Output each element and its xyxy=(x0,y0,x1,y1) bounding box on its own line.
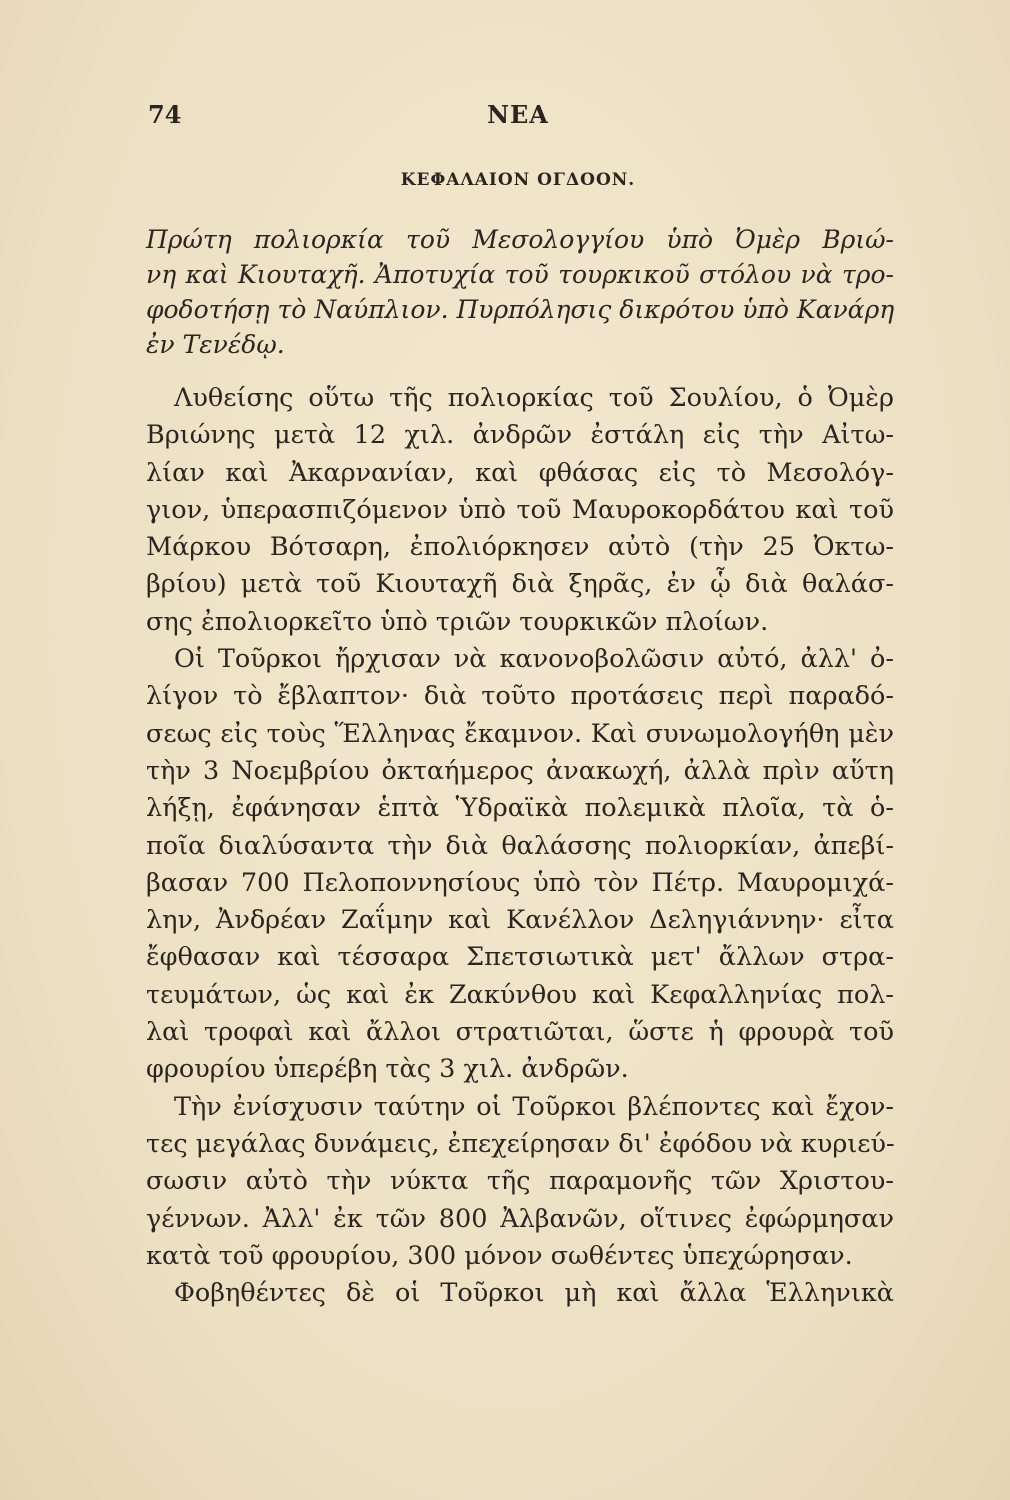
text-line: βρίου) μετὰ τοῦ Κιουταχῆ διὰ ξηρᾶς, ἐν ᾧ διὰ θαλάσ- xyxy=(146,569,894,600)
text-line: τες μεγάλας δυνάμεις, ἐπεχείρησαν δι' ἐφόδου νὰ κυριεύ- xyxy=(146,1128,895,1159)
text-line: Τὴν ἐνίσχυσιν ταύτην οἱ Τοῦρκοι βλέποντες καὶ ἔχον- xyxy=(174,1091,894,1122)
paragraph xyxy=(146,641,894,1089)
text-line: Λυθείσης οὕτω τῆς πολιορκίας τοῦ Σουλίου, ὁ Ὀμὲρ xyxy=(174,383,894,413)
text-line: λίγον τὸ ἔβλαπτον· διὰ τοῦτο προτάσεις περὶ παραδό- xyxy=(146,681,894,712)
summary-line: νη καὶ Κιουταχῆ. Ἀποτυχία τοῦ τουρκικοῦ στόλου νὰ τρο- xyxy=(146,260,894,289)
text-line: ἔφθασαν καὶ τέσσαρα Σπετσιωτικὰ μετ' ἄλλων στρα- xyxy=(146,942,894,973)
chapter-summary xyxy=(146,222,894,362)
text-line: τὴν 3 Νοεμβρίου ὀκταήμερος ἀνακωχή, ἀλλὰ πρὶν αὕτη xyxy=(146,755,894,786)
text-line: Φοβηθέντες δὲ οἱ Τοῦρκοι μὴ καὶ ἄλλα Ἑλληνικὰ xyxy=(174,1278,894,1309)
text-line: σεως εἰς τοὺς Ἕλληνας ἔκαμνον. Καὶ συνωμολογήθη μὲν xyxy=(146,718,894,749)
text-line: λίαν καὶ Ἀκαρνανίαν, καὶ φθάσας εἰς τὸ Μεσολόγ- xyxy=(146,457,894,488)
paragraph xyxy=(146,1089,894,1275)
running-head: ΝΕΑ xyxy=(487,100,549,129)
text-line: γιον, ὑπερασπιζόμενον ὑπὸ τοῦ Μαυροκορδάτου καὶ τοῦ xyxy=(146,494,894,525)
text-line: ποῖα διαλύσαντα τὴν διὰ θαλάσσης πολιορκίαν, ἀπεβί- xyxy=(146,830,894,861)
chapter-title: ΚΕΦΑΛΑΙΟΝ ΟΓΔΟΟΝ. xyxy=(400,170,636,190)
text-line: Βριώνης μετὰ 12 χιλ. ἀνδρῶν ἐστάλη εἰς τὴν Αἰτω- xyxy=(146,420,894,451)
page-header xyxy=(148,100,888,134)
page-number: 74 xyxy=(148,100,182,129)
text-line: λην, Ἀνδρέαν Ζαΐμην καὶ Κανέλλον Δεληγιάννην· εἶτα xyxy=(146,905,894,936)
summary-line: φοδοτήσῃ τὸ Ναύπλιον. Πυρπόλησις δικρότου ὑπὸ Κανάρη xyxy=(146,295,895,324)
summary-line: Πρώτη πολιορκία τοῦ Μεσολογγίου ὑπὸ Ὀμὲρ Βριώ- xyxy=(146,225,894,254)
text-line: λαὶ τροφαὶ καὶ ἄλλοι στρατιῶται, ὥστε ἡ φρουρὰ τοῦ xyxy=(146,1017,894,1048)
body-text xyxy=(146,380,894,1312)
text-line: σωσιν αὐτὸ τὴν νύκτα τῆς παραμονῆς τῶν Χριστου- xyxy=(146,1166,894,1197)
text-line: Οἱ Τοῦρκοι ἤρχισαν νὰ κανονοβολῶσιν αὐτό, ἀλλ' ὀ- xyxy=(174,644,894,675)
text-line: γέννων. Ἀλλ' ἐκ τῶν 800 Ἀλβανῶν, οἵτινες ἐφώρμησαν xyxy=(146,1203,894,1234)
text-line: τευμάτων, ὡς καὶ ἐκ Ζακύνθου καὶ Κεφαλληνίας πολ- xyxy=(146,979,894,1010)
text-line: βασαν 700 Πελοποννησίους ὑπὸ τὸν Πέτρ. Μαυρομιχά- xyxy=(146,867,894,898)
text-line: φρουρίου ὑπερέβη τὰς 3 χιλ. ἀνδρῶν. xyxy=(146,1054,629,1085)
text-line: Μάρκου Βότσαρη, ἐπολιόρκησεν αὐτὸ (τὴν 25 Ὀκτω- xyxy=(146,532,894,563)
text-line: σης ἐπολιορκεῖτο ὑπὸ τριῶν τουρκικῶν πλοίων. xyxy=(146,606,769,637)
paragraph xyxy=(146,1275,894,1312)
text-line: κατὰ τοῦ φρουρίου, 300 μόνον σωθέντες ὑπεχώρησαν. xyxy=(146,1240,853,1271)
paragraph xyxy=(146,380,894,641)
text-line: λήξῃ, ἐφάνησαν ἑπτὰ Ὑδραϊκὰ πολεμικὰ πλοῖα, τὰ ὁ- xyxy=(146,793,894,824)
summary-line: ἐν Τενέδῳ. xyxy=(146,330,285,359)
